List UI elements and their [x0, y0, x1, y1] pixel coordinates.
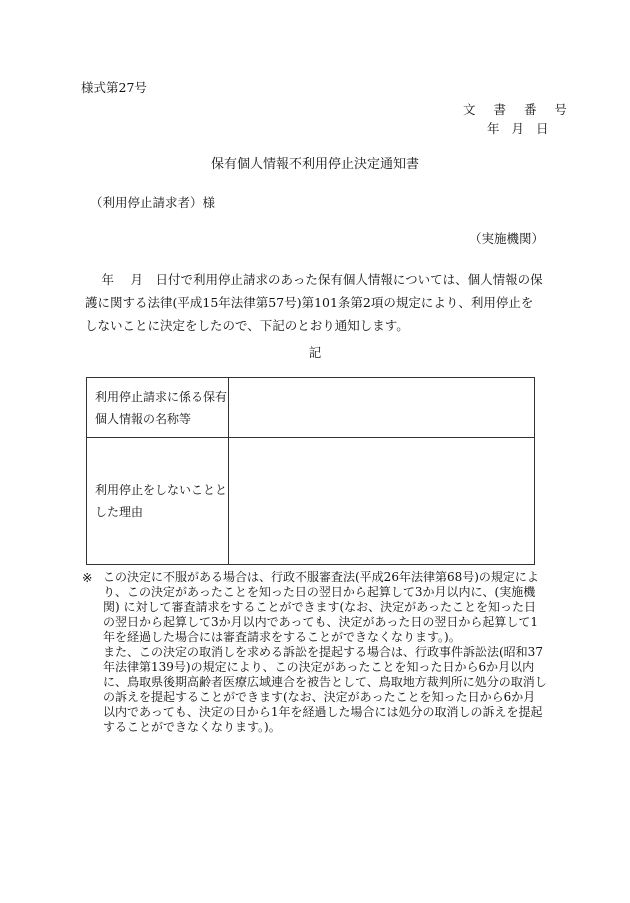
document-number-label: 文 書 番 号 [463, 102, 574, 117]
note-paragraph-lawsuit: また、この決定の取消しを求める訴訟を提起する場合は、行政事件訴訟法(昭和37年法律第139号)の規定により、この決定があったことを知った日から6か月以内に、鳥取県後期高齢者医療広域連合を被告として、鳥取地方裁判所に処分の取消しの訴えを提起することができます(なお、決定があったことを知った日から6か月以内であっても、決定の日から1年を経過した場合には処分の取消しの訴えを提起することができなくなります。)。 [103, 645, 547, 734]
row-value-request-info [229, 378, 535, 438]
ki-heading: 記 [308, 345, 322, 360]
note-paragraph-review: この決定に不服がある場合は、行政不服審査法(平成26年法律第68号)の規定により、この決定があったことを知った日の翌日から起算して3か月以内に、(実施機関) に対して審査請求をすることができます(なお、決定があったことを知った日の翌日から起算して3か月以内であっても、決定があった日の翌日から起算して1年を経過した場合には審査請求をすることができなくなります。)。 [103, 570, 539, 644]
document-title: 保有個人情報不利用停止決定通知書 [210, 157, 419, 172]
table-row [87, 378, 535, 438]
appeal-note [103, 570, 547, 735]
row-value-reason [229, 438, 535, 565]
row-label-reason: 利用停止をしないこととした理由 [87, 438, 229, 565]
notice-paragraph: 年 月 日付で利用停止請求のあった保有個人情報については、個人情報の保護に関する法律(平成15年法律第57号)第101条第2項の規定により、利用停止をしないことに決定をしたので、下記のとおり通知します。 [85, 272, 543, 333]
table-row [87, 438, 535, 565]
issuing-agency: （実施機関） [468, 231, 544, 246]
details-table [86, 377, 535, 565]
row-label-request-info: 利用停止請求に係る保有個人情報の名称等 [87, 378, 229, 438]
addressee: （利用停止請求者）様 [90, 195, 216, 210]
date-label: 年 月 日 [487, 121, 553, 136]
form-number: 様式第27号 [81, 80, 147, 95]
notice-body [85, 268, 545, 337]
note-mark: ※ [82, 570, 93, 585]
